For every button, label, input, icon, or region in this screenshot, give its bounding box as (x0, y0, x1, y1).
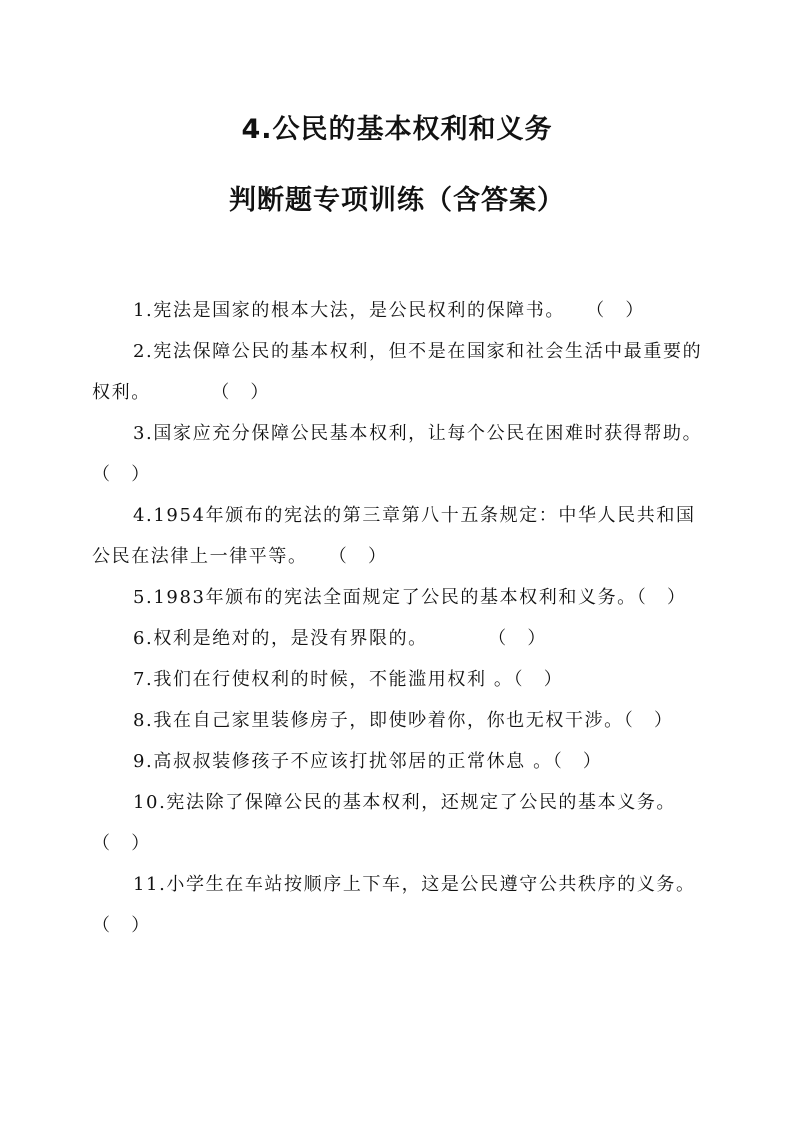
question-list (92, 290, 712, 946)
question-6: 6.权利是绝对的，是没有界限的。 （ ） (133, 628, 547, 649)
document-title: 4.公民的基本权利和义务 (241, 114, 553, 145)
question-10: 10.宪法除了保障公民的基本权利，还规定了公民的基本义务。（ ） (92, 792, 677, 854)
question-9: 9.高叔叔装修孩子不应该打扰邻居的正常休息 。（ ） (133, 751, 603, 772)
question-4: 4.1954年颁布的宪法的第三章第八十五条规定：中华人民共和国公民在法律上一律平等。 （ ） (92, 505, 696, 567)
question-7: 7.我们在行使权利的时候，不能滥用权利 。（ ） (133, 669, 564, 690)
document-subtitle: 判断题专项训练（含答案） (229, 185, 565, 216)
question-8: 8.我在自己家里装修房子，即使吵着你，你也无权干涉。（ ） (133, 710, 674, 731)
question-5: 5.1983年颁布的宪法全面规定了公民的基本权利和义务。（ ） (133, 587, 687, 608)
question-3: 3.国家应充分保障公民基本权利，让每个公民在困难时获得帮助。（ ） (92, 423, 703, 485)
question-11: 11.小学生在车站按顺序上下车，这是公民遵守公共秩序的义务。（ ） (92, 874, 696, 936)
question-1: 1.宪法是国家的根本大法，是公民权利的保障书。 （ ） (133, 300, 645, 321)
question-2: 2.宪法保障公民的基本权利，但不是在国家和社会生活中最重要的权利。 （ ） (92, 341, 703, 403)
